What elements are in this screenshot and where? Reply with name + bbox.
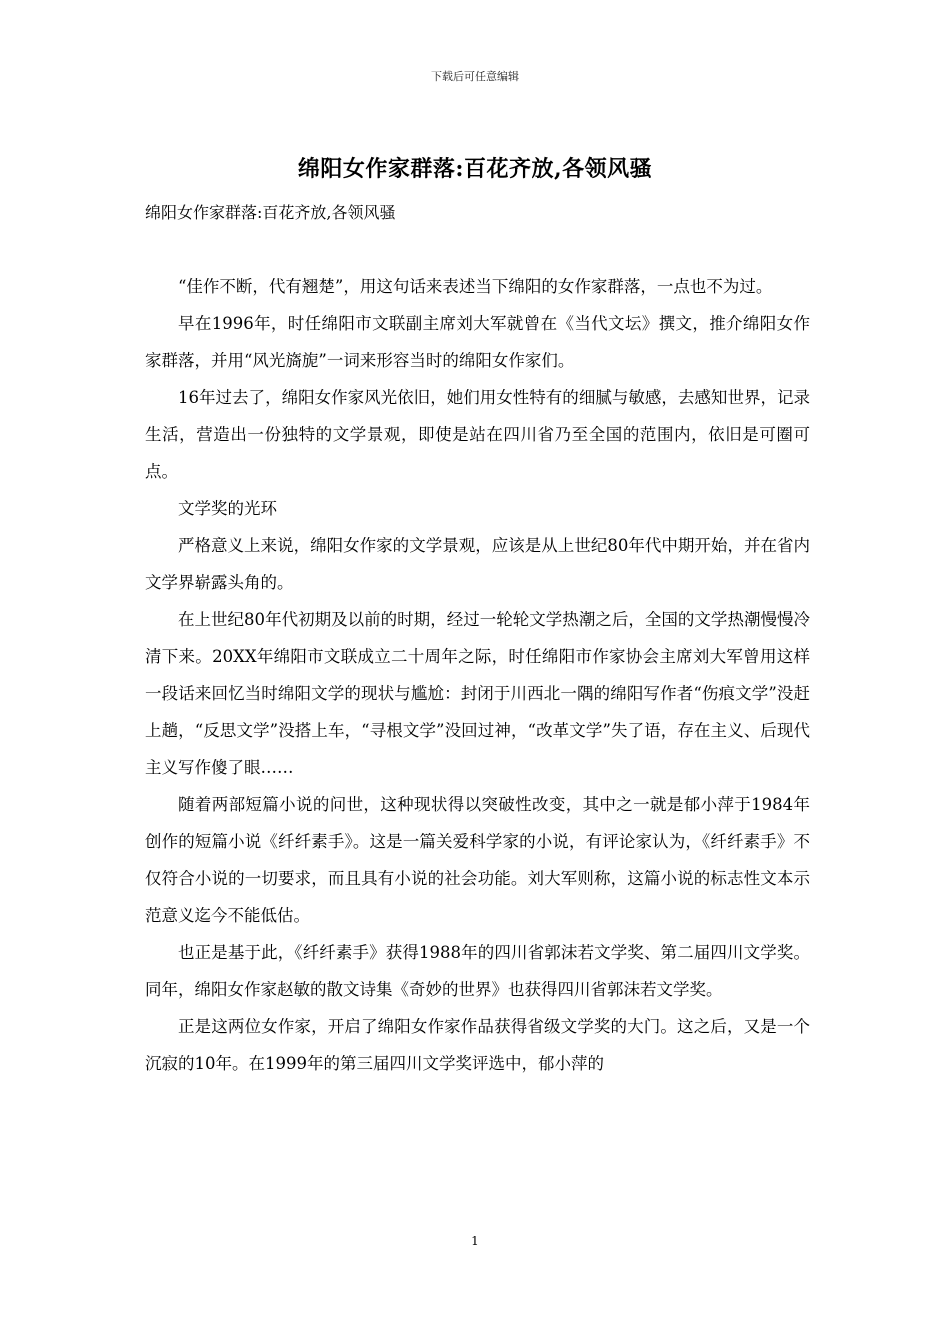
page-header-note: 下载后可任意编辑: [431, 70, 519, 83]
paragraph: 严格意义上来说，绵阳女作家的文学景观，应该是从上世纪80年代中期开始，并在省内文学界崭露头角的。: [145, 536, 810, 592]
paragraph: 16年过去了，绵阳女作家风光依旧，她们用女性特有的细腻与敏感，去感知世界，记录生活，营造出一份独特的文学景观，即使是站在四川省乃至全国的范围内，依旧是可圈可点。: [145, 388, 810, 481]
paragraph: 早在1996年，时任绵阳市文联副主席刘大军就曾在《当代文坛》撰文，推介绵阳女作家群落，并用“风光旖旎”一词来形容当时的绵阳女作家们。: [145, 314, 810, 370]
paragraph: 在上世纪80年代初期及以前的时期，经过一轮轮文学热潮之后，全国的文学热潮慢慢冷清下来。20XX年绵阳市文联成立二十周年之际，时任绵阳市作家协会主席刘大军曾用这样一段话来回忆当时绵阳文学的现状与尴尬：封闭于川西北一隅的绵阳写作者“伤痕文学”没赶上趟，“反思文学”没搭上车，“寻根文学”没回过神，“改革文学”失了语，存在主义、后现代主义写作傻了眼……: [145, 610, 810, 777]
paragraph: 正是这两位女作家，开启了绵阳女作家作品获得省级文学奖的大门。这之后，又是一个沉寂的10年。在1999年的第三届四川文学奖评选中，郁小萍的: [145, 1017, 810, 1073]
paragraph: 也正是基于此，《纤纤素手》获得1988年的四川省郭沫若文学奖、第二届四川文学奖。同年，绵阳女作家赵敏的散文诗集《奇妙的世界》也获得四川省郭沫若文学奖。: [145, 943, 810, 999]
document-body: [145, 268, 810, 1082]
page-number: 1: [471, 1234, 479, 1248]
section-heading: 文学奖的光环: [178, 499, 277, 518]
document-title: 绵阳女作家群落:百花齐放,各领风骚: [297, 156, 653, 182]
paragraph: “佳作不断，代有翘楚”，用这句话来表述当下绵阳的女作家群落，一点也不为过。: [178, 277, 773, 296]
paragraph: 随着两部短篇小说的问世，这种现状得以突破性改变，其中之一就是郁小萍于1984年创作的短篇小说《纤纤素手》。这是一篇关爱科学家的小说，有评论家认为，《纤纤素手》不仅符合小说的一切要求，而且具有小说的社会功能。刘大军则称，这篇小说的标志性文本示范意义迄今不能低估。: [145, 795, 810, 925]
document-subtitle: 绵阳女作家群落:百花齐放,各领风骚: [145, 203, 396, 222]
